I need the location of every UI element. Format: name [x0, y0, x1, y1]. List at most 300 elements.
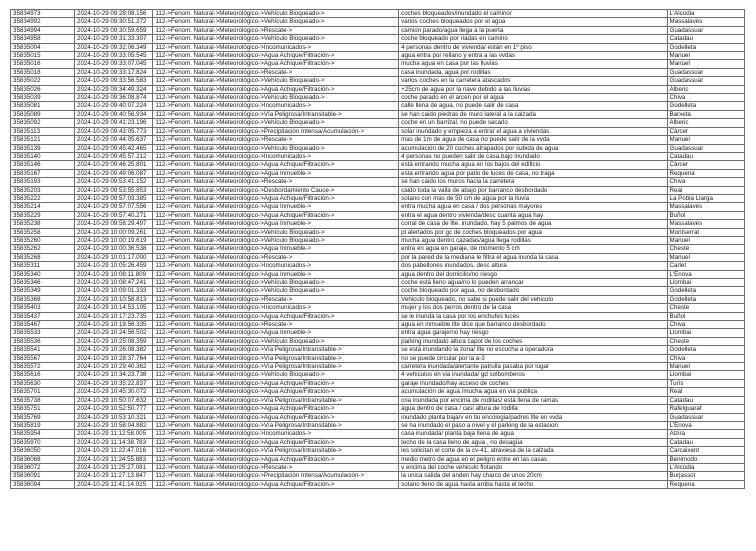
description-cell: pl alertados por gc de coches bloqueados por agua: [399, 228, 667, 236]
timestamp-cell: 2024-10-29 09:34:49.324: [75, 85, 153, 93]
table-row: [11, 26, 745, 34]
description-cell: mas de 1m de agua de casa no puede salir de la vvda: [399, 136, 667, 144]
incident-id-cell: 35835167: [11, 169, 75, 177]
incident-id-cell: 35835113: [11, 127, 75, 135]
incident-id-cell: 35834973: [11, 10, 75, 18]
timestamp-cell: 2024-10-29 09:33:05.545: [75, 52, 153, 60]
timestamp-cell: 2024-10-29 09:57:07.556: [75, 203, 153, 211]
category-cell: 112->Fenom. Natural->Meteorológico->Vehículo Bloqueado->: [153, 18, 399, 26]
category-cell: 112->Fenom. Natural->Meteorológico->Vehículo Bloqueado->: [153, 94, 399, 102]
category-cell: 112->Fenom. Natural->Meteorológico->Vehículo Bloqueado->: [153, 236, 399, 244]
incident-id-cell: 35835349: [11, 287, 75, 295]
category-cell: 112->Fenom. Natural->Meteorológico->Agua Achique/Filtración->: [153, 85, 399, 93]
incident-id-cell: 35836094: [11, 480, 75, 488]
description-cell: 4 personas no pueden salir de casa,bajo inundado: [399, 152, 667, 160]
incident-id-cell: 35835018: [11, 68, 75, 76]
timestamp-cell: 2024-10-29 09:58:29.497: [75, 220, 153, 228]
incident-id-cell: 35835572: [11, 363, 75, 371]
incident-id-cell: 35834992: [11, 18, 75, 26]
description-cell: se han caido los muros hacia la carretera: [399, 178, 667, 186]
incident-id-cell: 35835268: [11, 253, 75, 261]
municipality-cell: L'Alcúdia: [667, 10, 744, 18]
table-row: [11, 220, 745, 228]
incident-id-cell: 35835262: [11, 245, 75, 253]
timestamp-cell: 2024-10-29 09:30:59.659: [75, 26, 153, 34]
incident-id-cell: 35835467: [11, 321, 75, 329]
timestamp-cell: 2024-10-29 09:41:23.196: [75, 119, 153, 127]
incident-id-cell: 35835222: [11, 194, 75, 202]
description-cell: medio metro de agua en el peligro entre en las casas: [399, 455, 667, 463]
category-cell: 112->Fenom. Natural->Meteorológico->Vehículo Bloqueado->: [153, 371, 399, 379]
description-cell: entra mucha agua en casa / dos personas mayores: [399, 203, 667, 211]
table-row: [11, 463, 745, 471]
description-cell: se le inunda la casa por los enchufes luces: [399, 312, 667, 320]
incident-id-cell: 35836050: [11, 447, 75, 455]
description-cell: coches bloqueados/inundado el camino/: [399, 10, 667, 18]
municipality-cell: Burjassot: [667, 472, 744, 480]
table-row: [11, 321, 745, 329]
table-row: [11, 35, 745, 43]
table-row: [11, 287, 745, 295]
description-cell: se han caido piedras de muro lateral a la calzada: [399, 110, 667, 118]
incident-id-cell: 35836072: [11, 463, 75, 471]
municipality-cell: Manuel: [667, 253, 744, 261]
table-row: [11, 337, 745, 345]
municipality-cell: Massalavés: [667, 18, 744, 26]
table-row: [11, 304, 745, 312]
incident-id-cell: 35835146: [11, 161, 75, 169]
timestamp-cell: 2024-10-29 09:33:56.583: [75, 77, 153, 85]
category-cell: 112->Fenom. Natural->Meteorológico->Vía Peligrosa/Intransitable->: [153, 110, 399, 118]
table-row: [11, 127, 745, 135]
category-cell: 112->Fenom. Natural->Meteorológico->Agua Inmueble->: [153, 203, 399, 211]
table-row: [11, 447, 745, 455]
timestamp-cell: 2024-10-29 11:25:27.081: [75, 463, 153, 471]
category-cell: 112->Fenom. Natural->Meteorológico->Rescate->: [153, 68, 399, 76]
municipality-cell: Massalavés: [667, 220, 744, 228]
incident-id-cell: 35835139: [11, 144, 75, 152]
timestamp-cell: 2024-10-29 10:29:40.362: [75, 363, 153, 371]
municipality-cell: Alzira: [667, 430, 744, 438]
timestamp-cell: 2024-10-29 10:08:11.809: [75, 270, 153, 278]
description-cell: corral de casa de llte. inundado, hay 5 palmos de agua: [399, 220, 667, 228]
municipality-cell: Buñol: [667, 211, 744, 219]
incident-id-cell: 35835769: [11, 413, 75, 421]
incident-id-cell: 35835368: [11, 295, 75, 303]
municipality-cell: Llombai: [667, 279, 744, 287]
incident-id-cell: 35835039: [11, 94, 75, 102]
timestamp-cell: 2024-10-29 09:43:05.773: [75, 127, 153, 135]
table-row: [11, 144, 745, 152]
municipality-cell: Godelleta: [667, 102, 744, 110]
municipality-cell: Càrcer: [667, 161, 744, 169]
table-row: [11, 85, 745, 93]
table-row: [11, 396, 745, 404]
incident-id-cell: 35836091: [11, 472, 75, 480]
category-cell: 112->Fenom. Natural->Meteorológico->Agua Inmueble->: [153, 169, 399, 177]
table-row: [11, 119, 745, 127]
table-row: [11, 152, 745, 160]
category-cell: 112->Fenom. Natural->Meteorológico->Vehículo Bloqueado->: [153, 10, 399, 18]
timestamp-cell: 2024-10-29 10:05:26.459: [75, 262, 153, 270]
category-cell: 112->Fenom. Natural->Meteorológico->Incomunicados->: [153, 102, 399, 110]
municipality-cell: L'Énova: [667, 421, 744, 429]
category-cell: 112->Fenom. Natural->Meteorológico->Agua Achique/Filtración->: [153, 405, 399, 413]
incident-id-cell: 35835970: [11, 438, 75, 446]
municipality-cell: Cheste: [667, 337, 744, 345]
table-row: [11, 262, 745, 270]
table-row: [11, 68, 745, 76]
timestamp-cell: 2024-10-29 09:46:25.801: [75, 161, 153, 169]
incident-id-cell: 35835819: [11, 421, 75, 429]
description-cell: acumulación de 20 coches atrapados por subida de agua: [399, 144, 667, 152]
timestamp-cell: 2024-10-29 09:32:06.349: [75, 43, 153, 51]
category-cell: 112->Fenom. Natural->Meteorológico->Agua Inmueble->: [153, 270, 399, 278]
description-cell: sotano lleno de agua hasta arriba hasta el techo: [399, 480, 667, 488]
municipality-cell: Buñol: [667, 312, 744, 320]
description-cell: techo de la casa lleno de agua , no desagüa: [399, 438, 667, 446]
incident-id-cell: 35835751: [11, 405, 75, 413]
incident-id-cell: 35834994: [11, 26, 75, 34]
incident-id-cell: 35835541: [11, 346, 75, 354]
municipality-cell: Chiva: [667, 354, 744, 362]
timestamp-cell: 2024-10-29 09:31:33.307: [75, 35, 153, 43]
timestamp-cell: 2024-10-29 09:30:51.272: [75, 18, 153, 26]
category-cell: 112->Fenom. Natural->Meteorológico->Rescate->: [153, 321, 399, 329]
timestamp-cell: 2024-10-29 11:22:47.016: [75, 447, 153, 455]
table-row: [11, 43, 745, 51]
incident-id-cell: 35835567: [11, 354, 75, 362]
timestamp-cell: 2024-10-29 10:17:23.735: [75, 312, 153, 320]
table-row: [11, 371, 745, 379]
table-row: [11, 279, 745, 287]
category-cell: 112->Fenom. Natural->Meteorológico->Vehículo Bloqueado->: [153, 77, 399, 85]
timestamp-cell: 2024-10-29 10:00:36.538: [75, 245, 153, 253]
incident-id-cell: 35835015: [11, 52, 75, 60]
category-cell: 112->Fenom. Natural->Meteorológico->Agua Achique/Filtración->: [153, 312, 399, 320]
municipality-cell: Benimodo: [667, 455, 744, 463]
description-cell: sotano con mas de 50 cm de agua por la lluvia: [399, 194, 667, 202]
table-row: [11, 354, 745, 362]
table-row: [11, 161, 745, 169]
table-row: [11, 455, 745, 463]
municipality-cell: Catadau: [667, 438, 744, 446]
timestamp-cell: 2024-10-29 09:49:06.087: [75, 169, 153, 177]
description-cell: v encima del coche vehiculo flotando: [399, 463, 667, 471]
timestamp-cell: 2024-10-29 09:40:07.224: [75, 102, 153, 110]
category-cell: 112->Fenom. Natural->Meteorológico->Agua Achique/Filtración->: [153, 438, 399, 446]
category-cell: 112->Fenom. Natural->Meteorológico->Incomunicados->: [153, 304, 399, 312]
category-cell: 112->Fenom. Natural->Meteorológico->Agua Achique/Filtración->: [153, 60, 399, 68]
category-cell: 112->Fenom. Natural->Meteorológico->Agua Achique/Filtración->: [153, 52, 399, 60]
description-cell: carretera inundada/alertante patrulla pasaba por lugar: [399, 363, 667, 371]
description-cell: +25cm de agua por la nave debido a las lluvias: [399, 85, 667, 93]
description-cell: agua entra por rellano y entra a las vvdas: [399, 52, 667, 60]
category-cell: 112->Fenom. Natural->Meteorológico->Agua Achique/Filtración->: [153, 480, 399, 488]
category-cell: 112->Fenom. Natural->Meteorológico->Agua Achique/Filtración->: [153, 194, 399, 202]
municipality-cell: Barxeta: [667, 110, 744, 118]
timestamp-cell: 2024-10-29 10:09:01.333: [75, 287, 153, 295]
category-cell: 112->Fenom. Natural->Meteorológico->Incomunicados->: [153, 43, 399, 51]
municipality-cell: Godelleta: [667, 287, 744, 295]
timestamp-cell: 2024-10-29 09:57:03.385: [75, 194, 153, 202]
category-cell: 112->Fenom. Natural->Meteorológico->Agua Inmueble->: [153, 220, 399, 228]
timestamp-cell: 2024-10-29 10:00:19.619: [75, 236, 153, 244]
municipality-cell: Rafelguaraf: [667, 405, 744, 413]
description-cell: casa inundada/ planta baja llena de agua: [399, 430, 667, 438]
table-row: [11, 245, 745, 253]
incident-id-cell: 35835630: [11, 379, 75, 387]
description-cell: Vehiculo bloqueado, no sabe si puede salir del vehiculo: [399, 295, 667, 303]
timestamp-cell: 2024-10-29 09:45:42.465: [75, 144, 153, 152]
timestamp-cell: 2024-10-29 09:40:56.934: [75, 110, 153, 118]
description-cell: coche en un barrizal, no puede sacarlo: [399, 119, 667, 127]
incident-id-cell: 35835616: [11, 371, 75, 379]
incident-id-cell: 35836068: [11, 455, 75, 463]
timestamp-cell: 2024-10-29 10:01:17.000: [75, 253, 153, 261]
timestamp-cell: 2024-10-29 09:45:57.212: [75, 152, 153, 160]
incident-id-cell: 35835214: [11, 203, 75, 211]
table-row: [11, 102, 745, 110]
table-row: [11, 379, 745, 387]
incident-id-cell: 35835022: [11, 77, 75, 85]
municipality-cell: Llombai: [667, 371, 744, 379]
incident-id-cell: 35835536: [11, 337, 75, 345]
category-cell: 112->Fenom. Natural->Meteorológico->Vehículo Bloqueado->: [153, 35, 399, 43]
table-row: [11, 421, 745, 429]
timestamp-cell: 2024-10-29 11:24:55.883: [75, 455, 153, 463]
incident-rows: [11, 10, 745, 489]
incident-id-cell: 35835092: [11, 119, 75, 127]
table-row: [11, 186, 745, 194]
municipality-cell: Manuel: [667, 136, 744, 144]
municipality-cell: Requena: [667, 480, 744, 488]
description-cell: agua en inmueble llte dice que barranco desbordado: [399, 321, 667, 329]
description-cell: garaje inundado/hay acceso de coches: [399, 379, 667, 387]
timestamp-cell: 2024-10-29 10:52:50.777: [75, 405, 153, 413]
category-cell: 112->Fenom. Natural->Meteorológico->Vía Peligrosa/Intransitable->: [153, 354, 399, 362]
municipality-cell: Guadassuar: [667, 68, 744, 76]
timestamp-cell: 2024-10-29 09:44:05.637: [75, 136, 153, 144]
category-cell: 112->Fenom. Natural->Meteorológico->Rescate->: [153, 26, 399, 34]
table-row: [11, 110, 745, 118]
category-cell: 112->Fenom. Natural->Meteorológico->Agua Achique/Filtración->: [153, 161, 399, 169]
incident-id-cell: 35834958: [11, 35, 75, 43]
incident-id-cell: 35835193: [11, 178, 75, 186]
description-cell: varios coches en la carretera atascados: [399, 77, 667, 85]
incident-id-cell: 35835026: [11, 85, 75, 93]
table-row: [11, 413, 745, 421]
table-row: [11, 236, 745, 244]
municipality-cell: Cheste: [667, 245, 744, 253]
table-row: [11, 388, 745, 396]
description-cell: mucha agua en casa por las lluvias: [399, 60, 667, 68]
category-cell: 112->Fenom. Natural->Meteorológico->Rescate->: [153, 295, 399, 303]
category-cell: 112->Fenom. Natural->Meteorológico->Desbordamiento Cauce->: [153, 186, 399, 194]
municipality-cell: Catadau: [667, 35, 744, 43]
incident-id-cell: 35835140: [11, 152, 75, 160]
timestamp-cell: 2024-10-29 10:19:56.335: [75, 321, 153, 329]
description-cell: entra en agua en garaje, de momento 5 cm: [399, 245, 667, 253]
municipality-cell: Manuel: [667, 236, 744, 244]
municipality-cell: Montserrat: [667, 228, 744, 236]
category-cell: 112->Fenom. Natural->Meteorológico->Vía Peligrosa/Intransitable->: [153, 421, 399, 429]
description-cell: la unica salida del anden hay charco de unos 20cm: [399, 472, 667, 480]
municipality-cell: Manuel: [667, 52, 744, 60]
category-cell: 112->Fenom. Natural->Meteorológico->Rescate->: [153, 463, 399, 471]
municipality-cell: Alberic: [667, 85, 744, 93]
table-row: [11, 270, 745, 278]
incident-id-cell: 35835437: [11, 312, 75, 320]
incident-id-cell: 35835121: [11, 136, 75, 144]
municipality-cell: Requena: [667, 169, 744, 177]
municipality-cell: Guadassuar: [667, 77, 744, 85]
timestamp-cell: 2024-10-29 10:08:47.241: [75, 279, 153, 287]
table-row: [11, 194, 745, 202]
incident-id-cell: 35835311: [11, 262, 75, 270]
category-cell: 112->Fenom. Natural->Meteorológico->Vehículo Bloqueado->: [153, 287, 399, 295]
description-cell: caido toda la valla de abajo por barranco desbordado: [399, 186, 667, 194]
timestamp-cell: 2024-10-29 09:36:08.874: [75, 94, 153, 102]
description-cell: por la pared de la mediana le filtra el agua inunda la casa: [399, 253, 667, 261]
incident-id-cell: 35835403: [11, 304, 75, 312]
municipality-cell: Massalavés: [667, 203, 744, 211]
municipality-cell: Carlet: [667, 262, 744, 270]
table-row: [11, 77, 745, 85]
description-cell: camion parado/agua llega a la puerta: [399, 26, 667, 34]
municipality-cell: L'Alcúdia: [667, 463, 744, 471]
description-cell: casa inundada, agua por rodillas: [399, 68, 667, 76]
municipality-cell: L'Énova: [667, 270, 744, 278]
category-cell: 112->Fenom. Natural->Meteorológico->Vía Peligrosa/Intransitable->: [153, 363, 399, 371]
table-row: [11, 18, 745, 26]
municipality-cell: Godelleta: [667, 43, 744, 51]
municipality-cell: Carcaixent: [667, 447, 744, 455]
table-row: [11, 363, 745, 371]
municipality-cell: Godelleta: [667, 346, 744, 354]
timestamp-cell: 2024-10-29 11:12:58.005: [75, 430, 153, 438]
incident-id-cell: 35835954: [11, 430, 75, 438]
municipality-cell: Cheste: [667, 304, 744, 312]
description-cell: coche está lleno agua/no lo pueden arrancar: [399, 279, 667, 287]
table-row: [11, 405, 745, 413]
table-row: [11, 136, 745, 144]
incident-id-cell: 35835346: [11, 279, 75, 287]
category-cell: 112->Fenom. Natural->Meteorológico->Vía Peligrosa/Intransitable->: [153, 447, 399, 455]
category-cell: 112->Fenom. Natural->Meteorológico->Precipitación Intensa/Acumulación->: [153, 472, 399, 480]
category-cell: 112->Fenom. Natural->Meteorológico->Precipitación Intensa/Acumulación->: [153, 127, 399, 135]
description-cell: varios coches bloqueados por el agua: [399, 18, 667, 26]
timestamp-cell: 2024-10-29 09:53:41.152: [75, 178, 153, 186]
municipality-cell: Guadassuar: [667, 26, 744, 34]
category-cell: 112->Fenom. Natural->Meteorológico->Agua Inmueble->: [153, 245, 399, 253]
category-cell: 112->Fenom. Natural->Meteorológico->Agua Achique/Filtración->: [153, 379, 399, 387]
table-row: [11, 480, 745, 488]
incident-id-cell: 35835203: [11, 186, 75, 194]
description-cell: inundado planta baja/v en tiu encologia/padres llte en vvda: [399, 413, 667, 421]
description-cell: se está inundando la zona/ llte no escucha a operadora: [399, 346, 667, 354]
table-row: [11, 329, 745, 337]
municipality-cell: Guadassuar: [667, 413, 744, 421]
category-cell: 112->Fenom. Natural->Meteorológico->Agua Achique/Filtración->: [153, 455, 399, 463]
description-cell: esta entrando agua por patio de luces de casa, no traga: [399, 169, 667, 177]
table-row: [11, 203, 745, 211]
timestamp-cell: 2024-10-29 10:45:30.072: [75, 388, 153, 396]
table-row: [11, 228, 745, 236]
table-row: [11, 438, 745, 446]
description-cell: no se puede circular por la a-3: [399, 354, 667, 362]
timestamp-cell: 2024-10-29 10:50:07.632: [75, 396, 153, 404]
timestamp-cell: 2024-10-29 10:53:10.321: [75, 413, 153, 421]
category-cell: 112->Fenom. Natural->Meteorológico->Rescate->: [153, 253, 399, 261]
timestamp-cell: 2024-10-29 09:28:08.156: [75, 10, 153, 18]
table-row: [11, 52, 745, 60]
category-cell: 112->Fenom. Natural->Meteorológico->Vía Peligrosa/Intransitable->: [153, 346, 399, 354]
municipality-cell: Godelleta: [667, 295, 744, 303]
table-row: [11, 295, 745, 303]
incident-id-cell: 35835089: [11, 110, 75, 118]
incident-id-cell: 35835533: [11, 329, 75, 337]
timestamp-cell: 2024-10-29 09:53:55.853: [75, 186, 153, 194]
category-cell: 112->Fenom. Natural->Meteorológico->Vehículo Bloqueado->: [153, 337, 399, 345]
category-cell: 112->Fenom. Natural->Meteorológico->Vehículo Bloqueado->: [153, 144, 399, 152]
timestamp-cell: 2024-10-29 10:25:08.359: [75, 337, 153, 345]
category-cell: 112->Fenom. Natural->Meteorológico->Vehículo Bloqueado->: [153, 119, 399, 127]
timestamp-cell: 2024-10-29 10:35:22.837: [75, 379, 153, 387]
table-row: [11, 253, 745, 261]
timestamp-cell: 2024-10-29 10:24:56.502: [75, 329, 153, 337]
description-cell: mujer y los dos perros dentro de la casa: [399, 304, 667, 312]
table-row: [11, 430, 745, 438]
description-cell: agua dentro de casa / casi altura de rodilla: [399, 405, 667, 413]
municipality-cell: Chiva: [667, 178, 744, 186]
municipality-cell: Llombai: [667, 329, 744, 337]
category-cell: 112->Fenom. Natural->Meteorológico->Agua Achique/Filtración->: [153, 211, 399, 219]
municipality-cell: Càrcer: [667, 127, 744, 135]
category-cell: 112->Fenom. Natural->Meteorológico->Vehículo Bloqueado->: [153, 228, 399, 236]
municipality-cell: Real: [667, 388, 744, 396]
municipality-cell: Alberic: [667, 119, 744, 127]
description-cell: solar inundado y empieza a entrar el agua a viviendas: [399, 127, 667, 135]
municipality-cell: Manuel: [667, 363, 744, 371]
table-row: [11, 211, 745, 219]
description-cell: coche parado en el arcen por el agua: [399, 94, 667, 102]
timestamp-cell: 2024-10-29 09:33:07.045: [75, 60, 153, 68]
description-cell: entra agua garaje/no hay riesgo: [399, 329, 667, 337]
description-cell: acumulación de agua /mucha agua en via publica: [399, 388, 667, 396]
municipality-cell: Turís: [667, 379, 744, 387]
category-cell: 112->Fenom. Natural->Meteorológico->Incomunicados->: [153, 430, 399, 438]
incident-id-cell: 35835229: [11, 211, 75, 219]
timestamp-cell: 2024-10-29 09:33:17.824: [75, 68, 153, 76]
table-row: [11, 94, 745, 102]
description-cell: 4 vehiculos en via inundada/ gd solbomberos: [399, 371, 667, 379]
timestamp-cell: 2024-10-29 10:10:58.813: [75, 295, 153, 303]
timestamp-cell: 2024-10-29 10:34:23.738: [75, 371, 153, 379]
description-cell: calle llena de agua, no puede salir de casa: [399, 102, 667, 110]
category-cell: 112->Fenom. Natural->Meteorológico->Vehículo Bloqueado->: [153, 279, 399, 287]
description-cell: agua dentro del domicilio/no riesgo: [399, 270, 667, 278]
category-cell: 112->Fenom. Natural->Meteorológico->Rescate->: [153, 178, 399, 186]
timestamp-cell: 2024-10-29 09:57:40.271: [75, 211, 153, 219]
incident-id-cell: 35835701: [11, 388, 75, 396]
description-cell: se ha inundado el paso a nivel y el parking de la estacion: [399, 421, 667, 429]
incident-id-cell: 35835738: [11, 396, 75, 404]
timestamp-cell: 2024-10-29 11:14:38.783: [75, 438, 153, 446]
table-row: [11, 60, 745, 68]
timestamp-cell: 2024-10-29 10:58:04.882: [75, 421, 153, 429]
description-cell: les solicitan el corte de la cv-41, atraviesa de la calzada: [399, 447, 667, 455]
